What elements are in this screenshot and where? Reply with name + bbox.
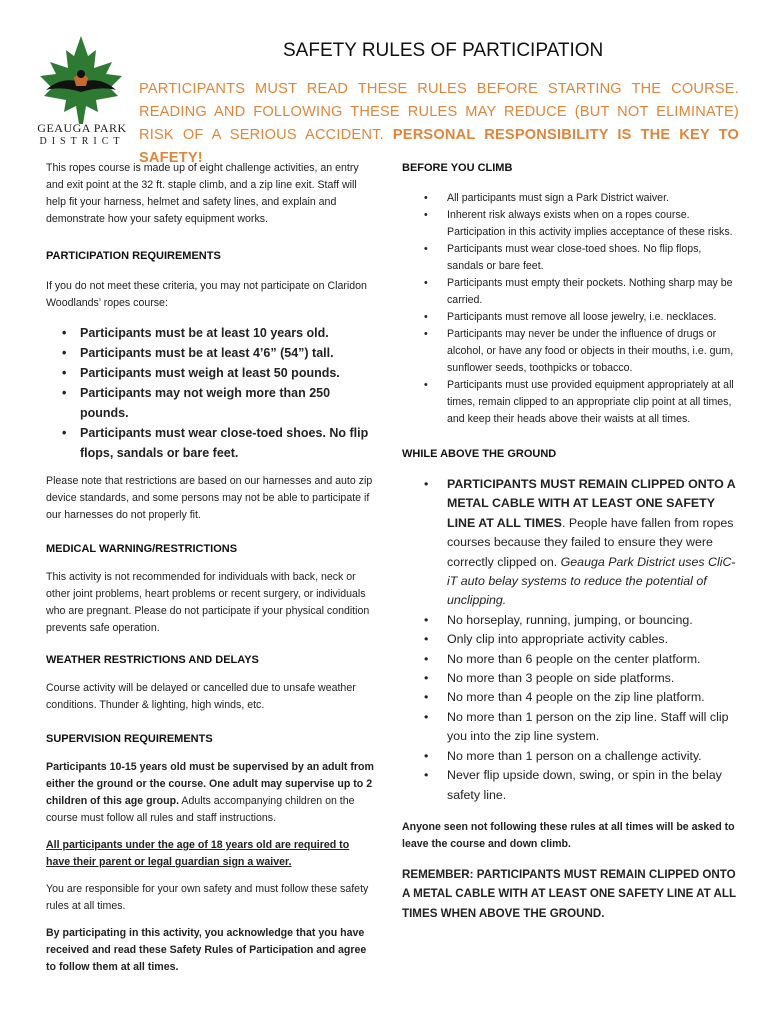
clip-rule-text: . People have fallen from ropes courses because they failed to ensure they were correctly clipped on.	[447, 515, 734, 569]
logo-subtitle: DISTRICT	[39, 136, 125, 147]
above-ground-list	[402, 475, 737, 805]
list-item: • All participants must sign a Park District waiver.	[402, 190, 737, 207]
participation-heading: PARTICIPATION REQUIREMENTS	[46, 250, 221, 262]
logo-name: GEAUGA PARK	[37, 121, 127, 135]
participation-text: If you do not meet these criteria, you may not participate on Claridon Woodlands’ ropes course:	[46, 280, 367, 309]
left-column	[46, 160, 376, 976]
responsibility-text: You are responsible for your own safety and must follow these safety rules at all times.	[46, 883, 369, 912]
list-item: • Participants must use provided equipment appropriately at all times, remain clipped to an appropriate clip point at all times, and keep their heads above their waists at all times.	[402, 377, 737, 428]
list-item: • Only clip into appropriate activity cables.	[402, 630, 737, 649]
intro-warning	[139, 78, 739, 170]
course-description: This ropes course is made up of eight challenge activities, an entry and exit point at the 32 ft. staple climb, and a zip line exit. Staff will help fit your harness, helmet and safety lines, and explain and demonstrate how your safety equipment works.	[46, 162, 359, 225]
clip-rule-italic: Geauga Park District uses CliC-iT auto belay systems to reduce the potential of unclipping.	[447, 554, 736, 608]
supervision-rest: Adults accompanying children on the course must follow all rules and staff instructions.	[46, 795, 355, 824]
enforcement-text: Anyone seen not following these rules at all times will be asked to leave the course and down climb.	[402, 820, 735, 850]
list-item: • Participants must be at least 4’6” (54”) tall.	[46, 343, 376, 363]
list-item: • Never flip upside down, swing, or spin in the belay safety line.	[402, 766, 737, 805]
medical-heading: MEDICAL WARNING/RESTRICTIONS	[46, 543, 238, 555]
list-item: • Participants must remove all loose jewelry, i.e. necklaces.	[402, 309, 737, 326]
list-item: • Inherent risk always exists when on a ropes course. Participation in this activity implies acceptance of these risks.	[402, 207, 737, 241]
requirements-list	[46, 323, 376, 463]
page-title: SAFETY RULES OF PARTICIPATION	[283, 40, 604, 61]
remember-text: REMEMBER: PARTICIPANTS MUST REMAIN CLIPPED ONTO A METAL CABLE WITH AT LEAST ONE SAFETY LINE AT ALL TIMES WHEN ABOVE THE GROUND.	[402, 867, 736, 920]
list-item: • No more than 4 people on the zip line platform.	[402, 688, 737, 707]
list-item	[402, 475, 737, 611]
intro-bold: PERSONAL RESPONSIBILITY IS THE KEY TO SAFETY!	[139, 127, 739, 166]
supervision-text	[46, 759, 376, 827]
list-item: • No more than 1 person on the zip line. Staff will clip you into the zip line system.	[402, 708, 737, 747]
list-item: • No horseplay, running, jumping, or bouncing.	[402, 611, 737, 630]
above-ground-heading: WHILE ABOVE THE GROUND	[402, 448, 557, 460]
intro-text: PARTICIPANTS MUST READ THESE RULES BEFORE STARTING THE COURSE. READING AND FOLLOWING THESE RULES MAY REDUCE (BUT NOT ELIMINATE) RISK OF A SERIOUS ACCIDENT.	[139, 81, 739, 143]
list-item: • Participants must wear close-toed shoes. No flip flops, sandals or bare feet.	[402, 241, 737, 275]
weather-text: Course activity will be delayed or cancelled due to unsafe weather conditions. Thunder & lighting, high winds, etc.	[46, 682, 356, 711]
clip-rule-bold: PARTICIPANTS MUST REMAIN CLIPPED ONTO A METAL CABLE WITH AT LEAST ONE SAFETY LINE AT ALL TIMES	[447, 477, 736, 530]
list-item: • Participants may not weigh more than 250 pounds.	[46, 383, 376, 423]
right-column	[402, 160, 737, 923]
list-item: • Participants must empty their pockets. Nothing sharp may be carried.	[402, 275, 737, 309]
waiver-text: All participants under the age of 18 years old are required to have their parent or legal guardian sign a waiver	[46, 839, 350, 868]
waiver-requirement: All participants under the age of 18 years old are required to have their parent or legal guardian sign a waiver.	[46, 839, 350, 868]
harness-note: Please note that restrictions are based on our harnesses and auto zip device standards, and some persons may not be able to participate if our harnesses do not properly fit.	[46, 475, 373, 521]
medical-text: This activity is not recommended for individuals with back, neck or other joint problems, heart problems or recent surgery, or individuals who are pregnant. Please do not participate if your physical condition prevents safe operation.	[46, 571, 370, 634]
list-item: • Participants must be at least 10 years old.	[46, 323, 376, 343]
list-item: • Participants must wear close-toed shoes. No flip flops, sandals or bare feet.	[46, 423, 376, 463]
supervision-heading: SUPERVISION REQUIREMENTS	[46, 733, 213, 745]
weather-heading: WEATHER RESTRICTIONS AND DELAYS	[46, 654, 259, 666]
list-item: • No more than 1 person on a challenge activity.	[402, 747, 737, 766]
list-item: • No more than 3 people on side platforms.	[402, 669, 737, 688]
list-item: • Participants may never be under the influence of drugs or alcohol, or have any food or objects in their mouths, i.e. gum, sunflower seeds, toothpicks or tobacco.	[402, 326, 737, 377]
supervision-bold: Participants 10-15 years old must be supervised by an adult from either the ground or the course. One adult may supervise up to 2 children of this age group.	[46, 761, 374, 807]
before-heading: BEFORE YOU CLIMB	[402, 162, 513, 174]
acknowledgement-text: By participating in this activity, you acknowledge that you have received and read these Safety Rules of Participation and agree to follow them at all times.	[46, 927, 367, 973]
list-item: • Participants must weigh at least 50 pounds.	[46, 363, 376, 383]
before-list	[402, 190, 737, 428]
list-item: • No more than 6 people on the center platform.	[402, 650, 737, 669]
